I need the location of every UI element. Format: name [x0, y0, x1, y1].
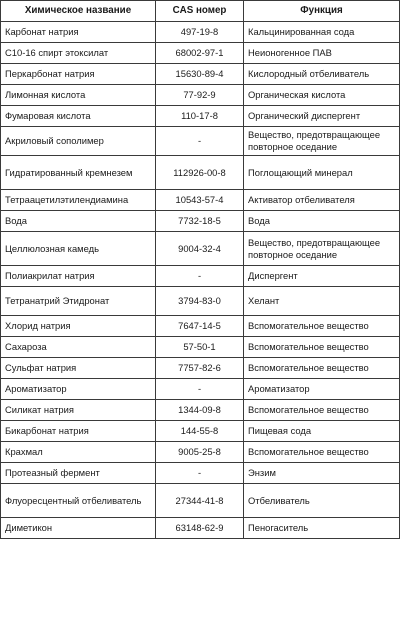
- chemical-name-cell: Сульфат натрия: [1, 358, 156, 379]
- table-row: [1, 232, 400, 266]
- cas-number-cell: 10543-57-4: [156, 190, 244, 211]
- chemical-name-cell: Сахароза: [1, 337, 156, 358]
- header-cas-number: CAS номер: [156, 1, 244, 22]
- table-row: [1, 156, 400, 190]
- chemical-name-cell: Целлюлозная камедь: [1, 232, 156, 266]
- function-cell: Вспомогательное вещество: [244, 400, 400, 421]
- function-cell: Неионогенное ПАВ: [244, 43, 400, 64]
- table-row: [1, 127, 400, 156]
- function-cell: Вспомогательное вещество: [244, 442, 400, 463]
- chemical-name-cell: Крахмал: [1, 442, 156, 463]
- function-cell: Энзим: [244, 463, 400, 484]
- cas-number-cell: -: [156, 127, 244, 156]
- cas-number-cell: 7647-14-5: [156, 316, 244, 337]
- cas-number-cell: 15630-89-4: [156, 64, 244, 85]
- table-header-row: [1, 1, 400, 22]
- table-row: [1, 106, 400, 127]
- chemical-name-cell: Тетраацетилэтилендиамина: [1, 190, 156, 211]
- chemical-name-cell: Акриловый сополимер: [1, 127, 156, 156]
- cas-number-cell: -: [156, 463, 244, 484]
- table-row: [1, 442, 400, 463]
- cas-number-cell: 63148-62-9: [156, 518, 244, 539]
- chemical-name-cell: Бикарбонат натрия: [1, 421, 156, 442]
- header-function: Функция: [244, 1, 400, 22]
- table-row: [1, 190, 400, 211]
- table-row: [1, 358, 400, 379]
- table-body: [1, 22, 400, 539]
- function-cell: Органическая кислота: [244, 85, 400, 106]
- table-row: [1, 337, 400, 358]
- table-row: [1, 463, 400, 484]
- cas-number-cell: 9004-32-4: [156, 232, 244, 266]
- table-row: [1, 421, 400, 442]
- chemical-name-cell: Карбонат натрия: [1, 22, 156, 43]
- chemical-name-cell: Вода: [1, 211, 156, 232]
- function-cell: Кальцинированная сода: [244, 22, 400, 43]
- cas-number-cell: 27344-41-8: [156, 484, 244, 518]
- function-cell: Поглощающий минерал: [244, 156, 400, 190]
- cas-number-cell: 112926-00-8: [156, 156, 244, 190]
- chemical-name-cell: Хлорид натрия: [1, 316, 156, 337]
- function-cell: Активатор отбеливателя: [244, 190, 400, 211]
- function-cell: Органический диспергент: [244, 106, 400, 127]
- table-row: [1, 266, 400, 287]
- function-cell: Вспомогательное вещество: [244, 358, 400, 379]
- chemical-name-cell: Протеазный фермент: [1, 463, 156, 484]
- table-row: [1, 400, 400, 421]
- cas-number-cell: 497-19-8: [156, 22, 244, 43]
- function-cell: Вспомогательное вещество: [244, 316, 400, 337]
- cas-number-cell: 68002-97-1: [156, 43, 244, 64]
- chemical-name-cell: Диметикон: [1, 518, 156, 539]
- cas-number-cell: 7757-82-6: [156, 358, 244, 379]
- chemical-name-cell: Силикат натрия: [1, 400, 156, 421]
- cas-number-cell: 7732-18-5: [156, 211, 244, 232]
- cas-number-cell: 1344-09-8: [156, 400, 244, 421]
- function-cell: Отбеливатель: [244, 484, 400, 518]
- cas-number-cell: -: [156, 266, 244, 287]
- function-cell: Пищевая сода: [244, 421, 400, 442]
- chemical-name-cell: Ароматизатор: [1, 379, 156, 400]
- function-cell: Хелант: [244, 287, 400, 316]
- table-row: [1, 379, 400, 400]
- function-cell: Пеногаситель: [244, 518, 400, 539]
- chemical-name-cell: Тетранатрий Этидронат: [1, 287, 156, 316]
- cas-number-cell: 144-55-8: [156, 421, 244, 442]
- table-row: [1, 316, 400, 337]
- cas-number-cell: 57-50-1: [156, 337, 244, 358]
- table-row: [1, 211, 400, 232]
- table-row: [1, 518, 400, 539]
- cas-number-cell: 110-17-8: [156, 106, 244, 127]
- table-row: [1, 22, 400, 43]
- cas-number-cell: -: [156, 379, 244, 400]
- chemical-name-cell: Лимонная кислота: [1, 85, 156, 106]
- function-cell: Кислородный отбеливатель: [244, 64, 400, 85]
- cas-number-cell: 9005-25-8: [156, 442, 244, 463]
- function-cell: Диспергент: [244, 266, 400, 287]
- chemical-name-cell: Перкарбонат натрия: [1, 64, 156, 85]
- cas-number-cell: 3794-83-0: [156, 287, 244, 316]
- chemical-name-cell: Флуоресцентный отбеливатель: [1, 484, 156, 518]
- chemical-name-cell: Полиакрилат натрия: [1, 266, 156, 287]
- header-chemical-name: Химическое название: [1, 1, 156, 22]
- table-row: [1, 64, 400, 85]
- table-row: [1, 287, 400, 316]
- chemical-name-cell: С10-16 спирт этоксилат: [1, 43, 156, 64]
- chemical-name-cell: Фумаровая кислота: [1, 106, 156, 127]
- table-row: [1, 85, 400, 106]
- function-cell: Ароматизатор: [244, 379, 400, 400]
- function-cell: Вещество, предотвращающее повторное оседание: [244, 127, 400, 156]
- table-row: [1, 43, 400, 64]
- chemical-name-cell: Гидратированный кремнезем: [1, 156, 156, 190]
- function-cell: Вода: [244, 211, 400, 232]
- function-cell: Вспомогательное вещество: [244, 337, 400, 358]
- function-cell: Вещество, предотвращающее повторное оседание: [244, 232, 400, 266]
- table-row: [1, 484, 400, 518]
- cas-number-cell: 77-92-9: [156, 85, 244, 106]
